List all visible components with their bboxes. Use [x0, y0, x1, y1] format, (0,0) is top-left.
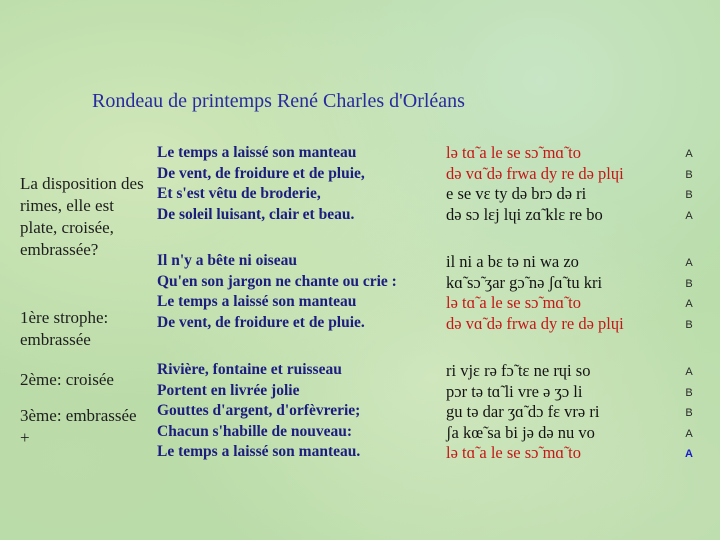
ipa-line: kɑ̃ sɔ̃ ʒar gɔ̃ nə ʃɑ̃ tu kri [446, 272, 603, 292]
ipa-line: ri vjɛ rə fɔ̃ tɛ ne rɥi so [446, 361, 591, 380]
note-stanza-3: 3ème: embrassée + [20, 406, 137, 447]
note-stanza-1: 1ère strophe: embrassée [20, 308, 109, 349]
verse-line: Le temps a laissé son manteau [157, 144, 357, 161]
verse-line: Portent en livrée jolie [157, 381, 300, 399]
ipa-line: e se vɛ ty də brɔ də ri [446, 184, 587, 203]
verse-line: De soleil luisant, clair et beau. [157, 205, 355, 223]
rhyme-letter: B [685, 386, 693, 399]
ipa-line: lə tɑ̃ a le se sɔ̃ mɑ̃ to [446, 143, 582, 162]
rhyme-letter: B [685, 189, 693, 201]
note-stanza-2: 2ème: croisée [20, 370, 114, 389]
rhyme-letter: A [685, 257, 693, 269]
ipa-line: də vɑ̃ də frwa dy re də plɥi [446, 313, 624, 333]
slide-title: Rondeau de printemps René Charles d'Orléans [92, 90, 465, 112]
ipa-stanza-2 [446, 252, 624, 334]
verse-line: Le temps a laissé son manteau [157, 293, 357, 310]
ipa-line: də sɔ lɛj lɥi zɑ̃ klɛ re bo [446, 204, 603, 224]
verse-line: Rivière, fontaine et ruisseau [157, 361, 342, 378]
rhyme-letter-highlighted: A [685, 448, 693, 460]
rhyme-scheme-1 [679, 144, 699, 226]
rhyme-letter: B [685, 277, 693, 290]
stanza-3 [157, 360, 360, 463]
rhyme-letter: A [685, 366, 693, 378]
rhyme-letter: A [685, 427, 693, 440]
rhyme-letter: B [685, 168, 693, 181]
verse-line: Le temps a laissé son manteau. [157, 443, 361, 460]
ipa-line: lə tɑ̃ a le se sɔ̃ mɑ̃ to [446, 293, 582, 312]
stanza-2 [157, 251, 397, 333]
verse-line: Chacun s'habille de nouveau: [157, 422, 353, 440]
ipa-line: də vɑ̃ də frwa dy re də plɥi [446, 163, 624, 183]
rhyme-scheme-3 [679, 362, 699, 465]
verse-line: De vent, de froidure et de pluie, [157, 164, 365, 182]
verse-line: Qu'en son jargon ne chante ou crie : [157, 272, 397, 290]
ipa-line: gu tə dar ʒɑ̃ dɔ fɛ vrə ri [446, 402, 600, 421]
stanza-1 [157, 143, 365, 225]
ipa-stanza-3 [446, 361, 599, 464]
rhyme-letter: A [685, 298, 693, 310]
ipa-line: lə tɑ̃ a le se sɔ̃ mɑ̃ to [446, 443, 582, 462]
ipa-stanza-1 [446, 143, 624, 225]
ipa-line: il ni a bɛ tə ni wa zo [446, 252, 579, 271]
rhyme-letter: B [685, 318, 693, 331]
rhyme-question: La disposition des rimes, elle est plate, croisée, embrassée? [20, 174, 144, 259]
rhyme-letter: A [685, 148, 693, 160]
rhyme-letter: B [685, 407, 693, 419]
verse-line: De vent, de froidure et de pluie. [157, 313, 365, 331]
verse-line: Gouttes d'argent, d'orfèvrerie; [157, 402, 361, 419]
rhyme-letter: A [685, 209, 693, 222]
rhyme-scheme-2 [679, 253, 699, 335]
verse-line: Et s'est vêtu de broderie, [157, 185, 321, 202]
ipa-line: ʃa kœ̃ sa bi jə də nu vo [446, 422, 595, 442]
verse-line: Il n'y a bête ni oiseau [157, 252, 297, 269]
ipa-line: pɔr tə tɑ̃ li vre ə ʒɔ li [446, 381, 583, 401]
